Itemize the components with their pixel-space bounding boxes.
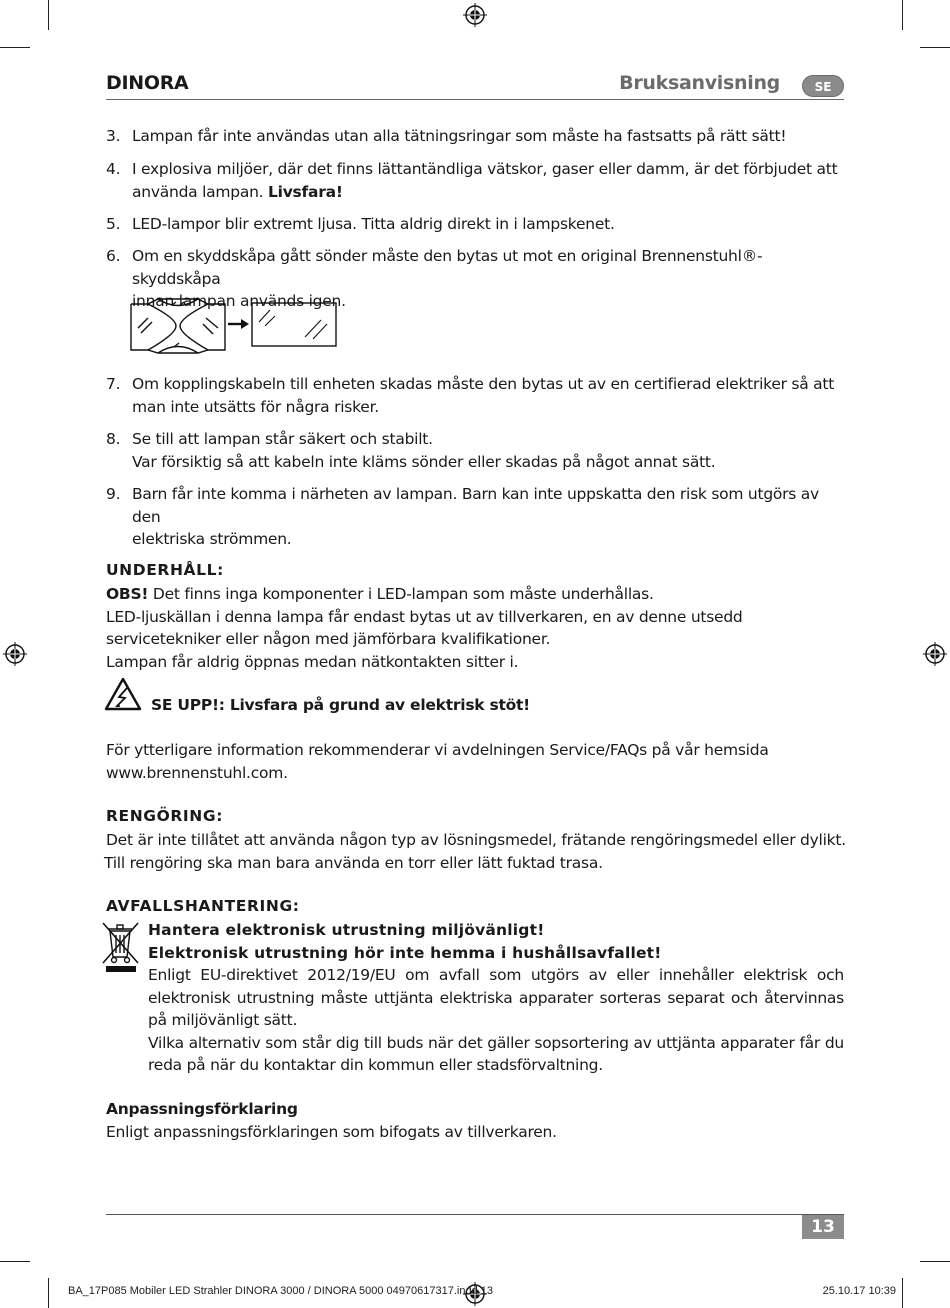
brand-name: DINORA xyxy=(106,72,189,94)
page-title: Bruksanvisning xyxy=(619,72,780,94)
registration-mark-icon xyxy=(923,642,947,666)
list-item-line: Se till att lampan står säkert och stabilt. xyxy=(132,430,433,448)
info-text xyxy=(106,739,846,784)
text-line: LED-ljuskällan i denna lampa får endast bytas ut av tillverkaren, en av denne utsedd xyxy=(106,607,743,626)
warning-text: SE UPP!: Livsfara på grund av elektrisk stöt! xyxy=(151,696,531,714)
protective-cover-replacement-illustration xyxy=(128,296,340,356)
text-line: Till rengöring ska man bara använda en torr eller lätt fuktad trasa. xyxy=(104,853,603,872)
list-item-line: Var försiktig så att kabeln inte kläms sönder eller skadas på något annat sätt. xyxy=(132,452,716,471)
print-timestamp: 25.10.17 10:39 xyxy=(822,1285,896,1297)
list-item-line: Lampan får inte användas utan alla tätningsringar som måste ha fastsatts på rätt sätt! xyxy=(132,127,787,145)
list-item-line: I explosiva miljöer, där det finns lättantändliga vätskor, gaser eller damm, är det förbjudet att xyxy=(132,160,838,178)
obs-line: OBS! Det finns inga komponenter i LED-lampan som måste underhållas. xyxy=(106,585,654,603)
text-line: För ytterligare information rekommenderar vi avdelningen Service/FAQs på vår hemsida xyxy=(106,741,769,759)
list-item-number: 9. xyxy=(106,485,121,503)
print-slug: BA_17P085 Mobiler LED Strahler DINORA 3000 / DINORA 5000 04970617317.indd 13 xyxy=(68,1285,493,1297)
section-heading-disposal: AVFALLSHANTERING: xyxy=(106,897,300,915)
list-item-line: Om en skyddskåpa gått sönder måste den bytas ut mot en original Brennenstuhl®-skyddskåpa xyxy=(132,247,763,288)
registration-mark-icon xyxy=(3,642,27,666)
list-item-line: Barn får inte komma i närheten av lampan. Barn kan inte uppskatta den risk som utgörs av den xyxy=(132,485,819,526)
list-item-number: 3. xyxy=(106,127,121,145)
list-item xyxy=(132,125,846,148)
disposal-bold-line: Elektronisk utrustning hör inte hemma i hushållsavfallet! xyxy=(148,943,662,962)
list-item xyxy=(132,483,846,551)
crop-mark xyxy=(0,47,30,48)
list-item-number: 5. xyxy=(106,215,121,233)
text-line: Lampan får aldrig öppnas medan nätkontakten sitter i. xyxy=(106,652,519,671)
text-line: servicetekniker eller någon med jämförbara kvalifikationer. xyxy=(106,630,551,648)
list-item-line: LED-lampor blir extremt ljusa. Titta aldrig direkt in i lampskenet. xyxy=(132,215,615,233)
list-item xyxy=(132,158,846,203)
list-item-line: innan lampan används igen. xyxy=(132,292,346,310)
list-item xyxy=(132,373,846,418)
section-heading-conformity: Anpassningsförklaring xyxy=(106,1100,298,1118)
list-item-line: använda lampan. Livsfara! xyxy=(132,182,343,201)
website-link[interactable]: www.brennenstuhl.com. xyxy=(106,763,288,782)
cleaning-text xyxy=(106,829,856,874)
conformity-text: Enligt anpassningsförklaringen som bifogats av tillverkaren. xyxy=(106,1123,557,1141)
crop-mark xyxy=(48,1278,49,1308)
list-item-line: Om kopplingskabeln till enheten skadas måste den bytas ut av en certifierad elektriker så att xyxy=(132,375,835,393)
crop-mark xyxy=(0,1261,30,1262)
list-item xyxy=(132,428,846,473)
text-line: Det är inte tillåtet att använda någon typ av lösningsmedel, frätande rengöringsmedel eller dylikt. xyxy=(106,831,846,849)
registration-mark-icon xyxy=(463,3,487,27)
list-item-number: 8. xyxy=(106,430,121,448)
list-item xyxy=(132,213,846,236)
section-heading-maintenance: UNDERHÅLL: xyxy=(106,561,224,579)
crop-mark xyxy=(902,1278,903,1308)
header-divider xyxy=(106,99,844,100)
language-badge: SE xyxy=(802,75,844,97)
crop-mark xyxy=(902,0,903,30)
maintenance-text xyxy=(106,583,846,673)
page-number: 13 xyxy=(802,1215,844,1239)
danger-label: Livsfara! xyxy=(268,182,343,201)
list-item-number: 7. xyxy=(106,375,121,393)
list-item-number: 4. xyxy=(106,160,121,178)
crop-mark xyxy=(920,1261,950,1262)
disposal-bold-line: Hantera elektronisk utrustning miljövänligt! xyxy=(148,921,545,939)
disposal-paragraph: Enligt EU-direktivet 2012/19/EU om avfall som utgörs av eller innehåller elektrisk och elektronisk utrustning måste uttjänta elektriska apparater sorteras separat och återvinnas på miljövänligt sätt. xyxy=(148,966,844,1029)
obs-label: OBS! xyxy=(106,585,149,603)
section-heading-cleaning: RENGÖRING: xyxy=(106,807,223,825)
list-item-line: man inte utsätts för några risker. xyxy=(132,397,379,416)
disposal-text xyxy=(148,919,844,1077)
crop-mark xyxy=(48,0,49,30)
footer-divider xyxy=(106,1214,844,1215)
electric-shock-warning-icon xyxy=(104,677,142,711)
disposal-paragraph: Vilka alternativ som står dig till buds när det gäller sopsortering av uttjänta apparater får du reda på när du kontaktar din kommun eller stadsförvaltning. xyxy=(148,1033,844,1074)
list-item-line: elektriska strömmen. xyxy=(132,530,292,548)
crop-mark xyxy=(920,47,950,48)
list-item-number: 6. xyxy=(106,247,121,265)
crossed-out-wheelie-bin-icon xyxy=(100,921,142,973)
